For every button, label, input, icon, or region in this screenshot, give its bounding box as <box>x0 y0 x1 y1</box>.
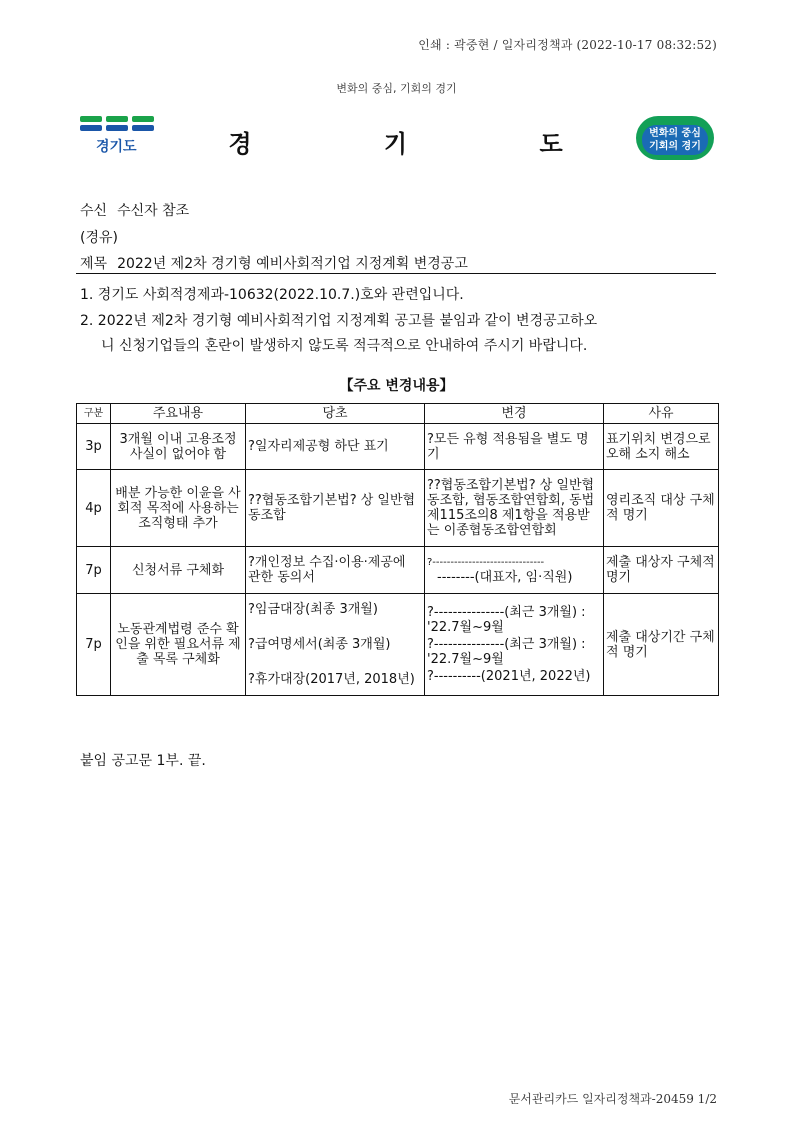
header-section: 구분 <box>77 404 111 424</box>
org-title: 경 기 도 <box>228 130 625 158</box>
cell-reason: 제출 대상기간 구체적 명기 <box>604 594 719 696</box>
before-line: ?급여명세서(최종 3개월) <box>248 637 391 652</box>
header-reason: 사유 <box>604 404 719 424</box>
cell-reason: 제출 대상자 구체적 명기 <box>604 547 719 594</box>
cell-reason: 영리조직 대상 구체적 명기 <box>604 470 719 547</box>
table-row <box>77 594 719 696</box>
cell-section: 7p <box>77 547 111 594</box>
table-row <box>77 470 719 547</box>
after-line: ?---------------(최근 3개월) : '22.7월~9월 <box>427 605 586 635</box>
after-line: ?------------------------------- <box>427 557 545 568</box>
changes-table <box>76 403 719 696</box>
after-line: --------(대표자, 임·직원) <box>437 570 573 585</box>
recipient-value: 수신자 참조 <box>117 203 190 219</box>
header-after: 변경 <box>425 404 604 424</box>
body-item-2: 2. 2022년 제2차 경기형 예비사회적기업 지정계획 공고를 붙임과 같이 변경공고하오 <box>80 313 598 329</box>
slogan-logo-line2: 기회의 경기 <box>649 141 701 152</box>
recipient-line <box>80 200 189 220</box>
after-line: ?---------------(최근 3개월) : '22.7월~9월 <box>427 637 586 667</box>
footer-doc-info: 문서관리카드 일자리정책과-20459 1/2 <box>508 1092 717 1106</box>
cell-content: 배분 가능한 이윤을 사회적 목적에 사용하는 조직형태 추가 <box>111 470 246 547</box>
via-line: (경유) <box>80 230 118 246</box>
logo-text: 경기도 <box>96 139 137 155</box>
cell-section: 7p <box>77 594 111 696</box>
cell-after <box>425 547 604 594</box>
slogan: 변화의 중심, 기회의 경기 <box>336 82 457 95</box>
cell-before <box>246 594 425 696</box>
header-content: 주요내용 <box>111 404 246 424</box>
table-header-row <box>77 404 719 424</box>
body-item-1: 1. 경기도 사회적경제과-10632(2022.10.7.)호와 관련입니다. <box>80 287 464 303</box>
recipient-label: 수신 <box>80 203 108 219</box>
body-item-2-cont: 니 신청기업들의 혼란이 발생하지 않도록 적극적으로 안내하여 주시기 바랍니다. <box>101 338 588 354</box>
cell-section: 3p <box>77 424 111 470</box>
before-line: ?임금대장(최종 3개월) <box>248 602 378 617</box>
cell-section: 4p <box>77 470 111 547</box>
divider <box>76 273 716 274</box>
slogan-logo-line1: 변화의 중심 <box>649 128 701 139</box>
table-row <box>77 424 719 470</box>
table-title: 【주요 변경내용】 <box>339 378 454 394</box>
header-before: 당초 <box>246 404 425 424</box>
subject-line <box>80 253 468 273</box>
cell-before: ?일자리제공형 하단 표기 <box>246 424 425 470</box>
cell-content: 노동관계법령 준수 확인을 위한 필요서류 제출 목록 구체화 <box>111 594 246 696</box>
subject-label: 제목 <box>80 256 108 272</box>
print-info: 인쇄 : 곽중현 / 일자리정책과 (2022-10-17 08:32:52) <box>418 38 717 52</box>
cell-before: ?개인정보 수집·이용·제공에 관한 동의서 <box>246 547 425 594</box>
cell-after <box>425 594 604 696</box>
cell-content: 신청서류 구체화 <box>111 547 246 594</box>
subject-value: 2022년 제2차 경기형 예비사회적기업 지정계획 변경공고 <box>117 256 468 272</box>
cell-before: ??협동조합기본법? 상 일반협동조합 <box>246 470 425 547</box>
before-line: ?휴가대장(2017년, 2018년) <box>248 672 415 687</box>
attachment-note: 붙임 공고문 1부. 끝. <box>80 753 206 769</box>
cell-after: ??협동조합기본법? 상 일반협동조합, 협동조합연합회, 동법 제115조의8 제1항을 적용받는 이종협동조합연합회 <box>425 470 604 547</box>
slogan-logo <box>636 116 714 160</box>
cell-content: 3개월 이내 고용조정 사실이 없어야 함 <box>111 424 246 470</box>
cell-reason: 표기위치 변경으로 오해 소지 해소 <box>604 424 719 470</box>
table-row <box>77 547 719 594</box>
after-line: ?----------(2021년, 2022년) <box>427 669 591 684</box>
cell-after: ?모든 유형 적용됨을 별도 명기 <box>425 424 604 470</box>
